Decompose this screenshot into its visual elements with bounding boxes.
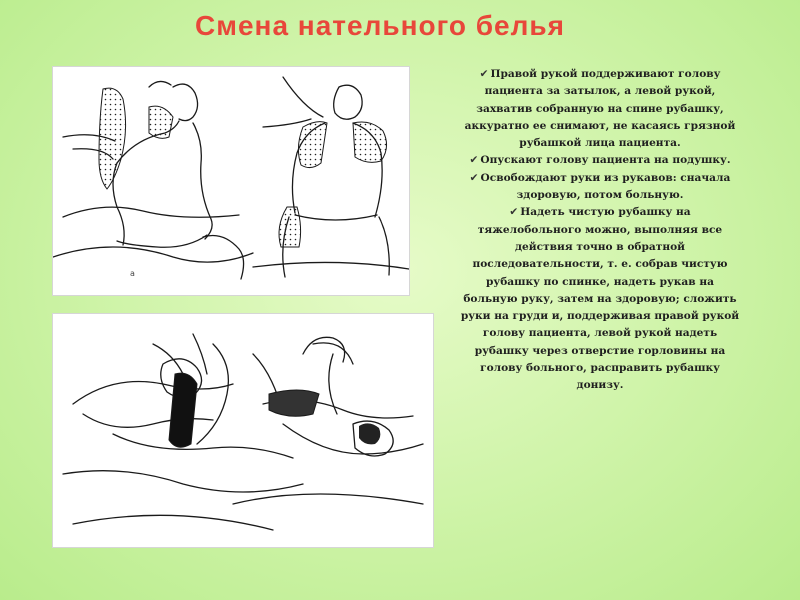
instruction-text: Правой рукой поддерживают голову пациента за затылок, а левой рукой, захватив собранную на спине рубашку, аккуратно ее снимают, не касаясь грязной рубашкой лица пациента. [464, 68, 736, 150]
instruction-list [460, 66, 740, 395]
illustration-removing-shirt-drawing [53, 67, 409, 295]
instruction-text: Освобождают руки из рукавов: сначала здоровую, потом больную. [480, 171, 731, 202]
instruction-item [460, 204, 740, 394]
instruction-text: Опускают голову пациента на подушку. [480, 154, 731, 167]
checkmark-icon: ✔ [509, 206, 519, 219]
slide-title: Смена нательного белья [195, 10, 565, 41]
instruction-item [460, 152, 740, 169]
figure-label-a: а [130, 269, 135, 278]
checkmark-icon: ✔ [469, 171, 479, 184]
instruction-item [460, 66, 740, 152]
illustration-putting-on-shirt [52, 313, 434, 548]
illustration-putting-on-shirt-drawing [53, 314, 433, 547]
illustration-removing-shirt [52, 66, 410, 296]
instruction-text: Надеть чистую рубашку на тяжелобольного можно, выполняя все действия точно в обратной последовательности, т. е. собрав чистую рубашку по спинке, надеть рукав на больную руку, затем на здоровую; сложить руки на груди и, поддерживая правой рукой голову пациента, левой рукой надеть рубашку через отверстие горловины на голову больного, расправить рубашку донизу. [460, 206, 740, 392]
instruction-item [460, 170, 740, 205]
checkmark-icon: ✔ [479, 68, 489, 80]
checkmark-icon: ✔ [469, 154, 479, 167]
